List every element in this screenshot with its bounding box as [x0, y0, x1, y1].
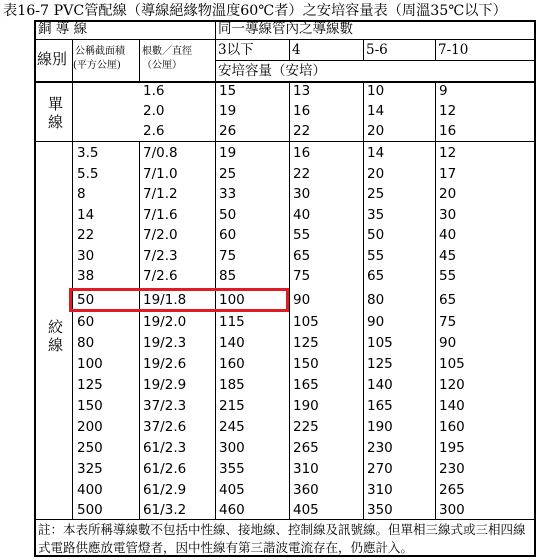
- amp-n1: 75: [219, 247, 237, 264]
- header-n3: 5-6: [366, 42, 388, 58]
- amp-n1: 85: [219, 268, 237, 284]
- header-ampacity: 安培容量（安培）: [218, 63, 326, 79]
- amp-n3: 20: [367, 123, 385, 139]
- amp-n2: 360: [293, 482, 319, 498]
- amp-n3: 10: [367, 83, 385, 99]
- amp-n4: 17: [439, 165, 457, 182]
- stranded-area: 400: [77, 482, 103, 498]
- amp-n4: 140: [439, 398, 465, 414]
- rule-col-5-head: [363, 39, 364, 60]
- stranded-strand: 7/1.0: [143, 165, 178, 182]
- stranded-area: 200: [77, 419, 103, 435]
- stranded-strand: 7/2.0: [143, 227, 178, 243]
- header-area: 公稱截面積: [75, 46, 125, 57]
- amp-n3: 55: [367, 247, 385, 264]
- amp-n4: 90: [439, 335, 457, 351]
- amp-n2: 55: [293, 227, 311, 243]
- amp-n2: 90: [293, 292, 311, 308]
- amp-n3: 80: [367, 292, 385, 308]
- amp-n2: 22: [293, 123, 311, 139]
- amp-n2: 65: [293, 247, 311, 264]
- amp-n4: 105: [439, 356, 465, 372]
- amp-n3: 35: [367, 206, 385, 223]
- amp-n1: 245: [219, 419, 245, 435]
- stranded-area: 38: [77, 268, 95, 284]
- stranded-strand: 37/2.6: [143, 419, 187, 435]
- amp-n1: 50: [219, 206, 237, 223]
- amp-n1: 460: [219, 502, 245, 518]
- solid-label-1: 單: [48, 95, 64, 113]
- amp-n4: 195: [439, 440, 465, 456]
- amp-n4: 265: [439, 482, 465, 498]
- amp-n2: 225: [293, 419, 319, 435]
- stranded-area: 150: [77, 398, 103, 414]
- amp-n2: 105: [293, 314, 319, 330]
- stranded-area: 5.5: [77, 165, 99, 182]
- amp-n4: 55: [439, 268, 457, 284]
- amp-n3: 90: [367, 314, 385, 330]
- amp-n4: 12: [439, 145, 457, 161]
- amp-n1: 160: [219, 356, 245, 372]
- amp-n3: 310: [367, 482, 393, 498]
- amp-n4: 20: [439, 186, 457, 202]
- solid-size: 2.6: [143, 123, 165, 139]
- highlight-box: [69, 288, 289, 312]
- stranded-area: 60: [77, 314, 95, 330]
- amp-n1: 26: [219, 123, 237, 139]
- solid-label-2: 線: [48, 113, 64, 131]
- stranded-area: 50: [77, 292, 95, 308]
- amp-n2: 125: [293, 335, 319, 351]
- amp-n4: 160: [439, 419, 465, 435]
- amp-n4: 300: [439, 502, 465, 518]
- amp-n1: 19: [219, 145, 237, 161]
- amp-n1: 215: [219, 398, 245, 414]
- amp-n3: 50: [367, 227, 385, 243]
- stranded-strand: 7/1.2: [143, 186, 178, 202]
- stranded-strand: 61/2.9: [143, 482, 187, 498]
- amp-n4: 9: [439, 83, 448, 99]
- header-same-pipe: 同一導線管內之導線數: [218, 21, 353, 37]
- amp-n1: 115: [219, 314, 245, 330]
- rule-header-bottom: [34, 81, 536, 83]
- amp-n3: 105: [367, 335, 393, 351]
- amp-n2: 310: [293, 461, 319, 477]
- amp-n4: 30: [439, 206, 457, 223]
- stranded-strand: 37/2.3: [143, 398, 187, 414]
- rule-col-3: [215, 20, 216, 519]
- stranded-strand: 61/2.3: [143, 440, 187, 456]
- rule-col-5: [363, 81, 364, 519]
- amp-n2: 150: [293, 356, 319, 372]
- amp-n4: 40: [439, 227, 457, 243]
- amp-n1: 100: [219, 292, 245, 308]
- rule-col-6-head: [435, 39, 436, 60]
- amp-n1: 300: [219, 440, 245, 456]
- stranded-strand: 19/2.6: [143, 356, 187, 372]
- header-wire-type: 線別: [37, 50, 68, 68]
- rule-col-4: [289, 81, 290, 519]
- stranded-strand: 61/3.2: [143, 502, 187, 518]
- amp-n2: 16: [293, 145, 311, 161]
- amp-n3: 125: [367, 356, 393, 372]
- stranded-strand: 61/2.6: [143, 461, 187, 477]
- amp-n1: 33: [219, 186, 237, 202]
- stranded-strand: 19/2.9: [143, 377, 187, 393]
- amp-n1: 60: [219, 227, 237, 243]
- amp-n1: 355: [219, 461, 245, 477]
- header-n4: 7-10: [438, 42, 469, 58]
- amp-n3: 230: [367, 440, 393, 456]
- stranded-area: 125: [77, 377, 103, 393]
- amp-n2: 165: [293, 377, 319, 393]
- amp-n2: 13: [293, 83, 311, 99]
- amp-n3: 14: [367, 103, 385, 119]
- stranded-area: 30: [77, 247, 95, 264]
- solid-size: 1.6: [143, 83, 165, 99]
- amp-n3: 190: [367, 419, 393, 435]
- amp-n4: 75: [439, 314, 457, 330]
- stranded-strand: 7/1.6: [143, 206, 178, 223]
- stranded-label-1: 絞: [48, 318, 64, 336]
- stranded-area: 3.5: [77, 145, 99, 161]
- rule-col-4-head: [289, 39, 290, 60]
- header-n2: 4: [292, 42, 301, 58]
- amp-n1: 185: [219, 377, 245, 393]
- rule-solid-bottom: [34, 141, 536, 142]
- stranded-area: 100: [77, 356, 103, 372]
- rule-col-2: [139, 141, 140, 519]
- header-area-unit: (平方公厘): [73, 60, 121, 71]
- stranded-area: 325: [77, 461, 103, 477]
- amp-n3: 14: [367, 145, 385, 161]
- amp-n4: 65: [439, 292, 457, 308]
- amp-n3: 25: [367, 186, 385, 202]
- amp-n2: 75: [293, 268, 311, 284]
- amp-n2: 30: [293, 186, 311, 202]
- rule-col-2-head: [139, 39, 140, 81]
- amp-n4: 230: [439, 461, 465, 477]
- amp-n4: 12: [439, 103, 457, 119]
- stranded-area: 500: [77, 502, 103, 518]
- amp-n3: 65: [367, 268, 385, 284]
- stranded-strand: 7/2.3: [143, 247, 178, 264]
- amp-n4: 45: [439, 247, 457, 264]
- header-copper-wire: 銅 導 線: [38, 21, 88, 37]
- table-title: 表16-7 PVC管配線（導線絕緣物溫度60℃者）之安培容量表（周溫35℃以下）: [3, 3, 507, 19]
- amp-n3: 20: [367, 165, 385, 182]
- amp-n2: 405: [293, 502, 319, 518]
- amp-n1: 25: [219, 165, 237, 182]
- table-note: 註：本表所稱導線數不包括中性線、接地線、控制線及訊號線。但單相三線式或三相四線式電路供應放電管燈者，因中性線有第三諧波電流存在，仍應計入。: [38, 522, 526, 555]
- stranded-area: 14: [77, 206, 95, 223]
- amp-n4: 16: [439, 123, 457, 139]
- amp-n1: 15: [219, 83, 237, 99]
- header-strands: 根數／直徑: [142, 46, 192, 57]
- amp-n2: 265: [293, 440, 319, 456]
- rule-col-1-head: [72, 39, 73, 81]
- amp-n2: 22: [293, 165, 311, 182]
- amp-n2: 190: [293, 398, 319, 414]
- rule-col-6: [435, 81, 436, 519]
- amp-n3: 140: [367, 377, 393, 393]
- stranded-strand: 19/2.0: [143, 314, 187, 330]
- stranded-strand: 19/2.3: [143, 335, 187, 351]
- amp-n3: 350: [367, 502, 393, 518]
- amp-n1: 140: [219, 335, 245, 351]
- stranded-area: 250: [77, 440, 103, 456]
- stranded-strand: 19/1.8: [143, 292, 187, 308]
- stranded-area: 80: [77, 335, 95, 351]
- amp-n2: 40: [293, 206, 311, 223]
- stranded-strand: 7/0.8: [143, 145, 178, 161]
- rule-header-2: [215, 60, 536, 61]
- header-n1: 3以下: [218, 42, 254, 58]
- amp-n3: 270: [367, 461, 393, 477]
- amp-n1: 19: [219, 103, 237, 119]
- amp-n1: 405: [219, 482, 245, 498]
- rule-header-1: [34, 39, 536, 40]
- stranded-area: 8: [77, 186, 86, 202]
- amp-n2: 16: [293, 103, 311, 119]
- stranded-label-2: 線: [48, 336, 64, 354]
- header-strands-unit: （公厘）: [142, 60, 182, 71]
- amp-n3: 165: [367, 398, 393, 414]
- stranded-strand: 7/2.6: [143, 268, 178, 284]
- amp-n4: 120: [439, 377, 465, 393]
- solid-size: 2.0: [143, 103, 165, 119]
- stranded-area: 22: [77, 227, 95, 243]
